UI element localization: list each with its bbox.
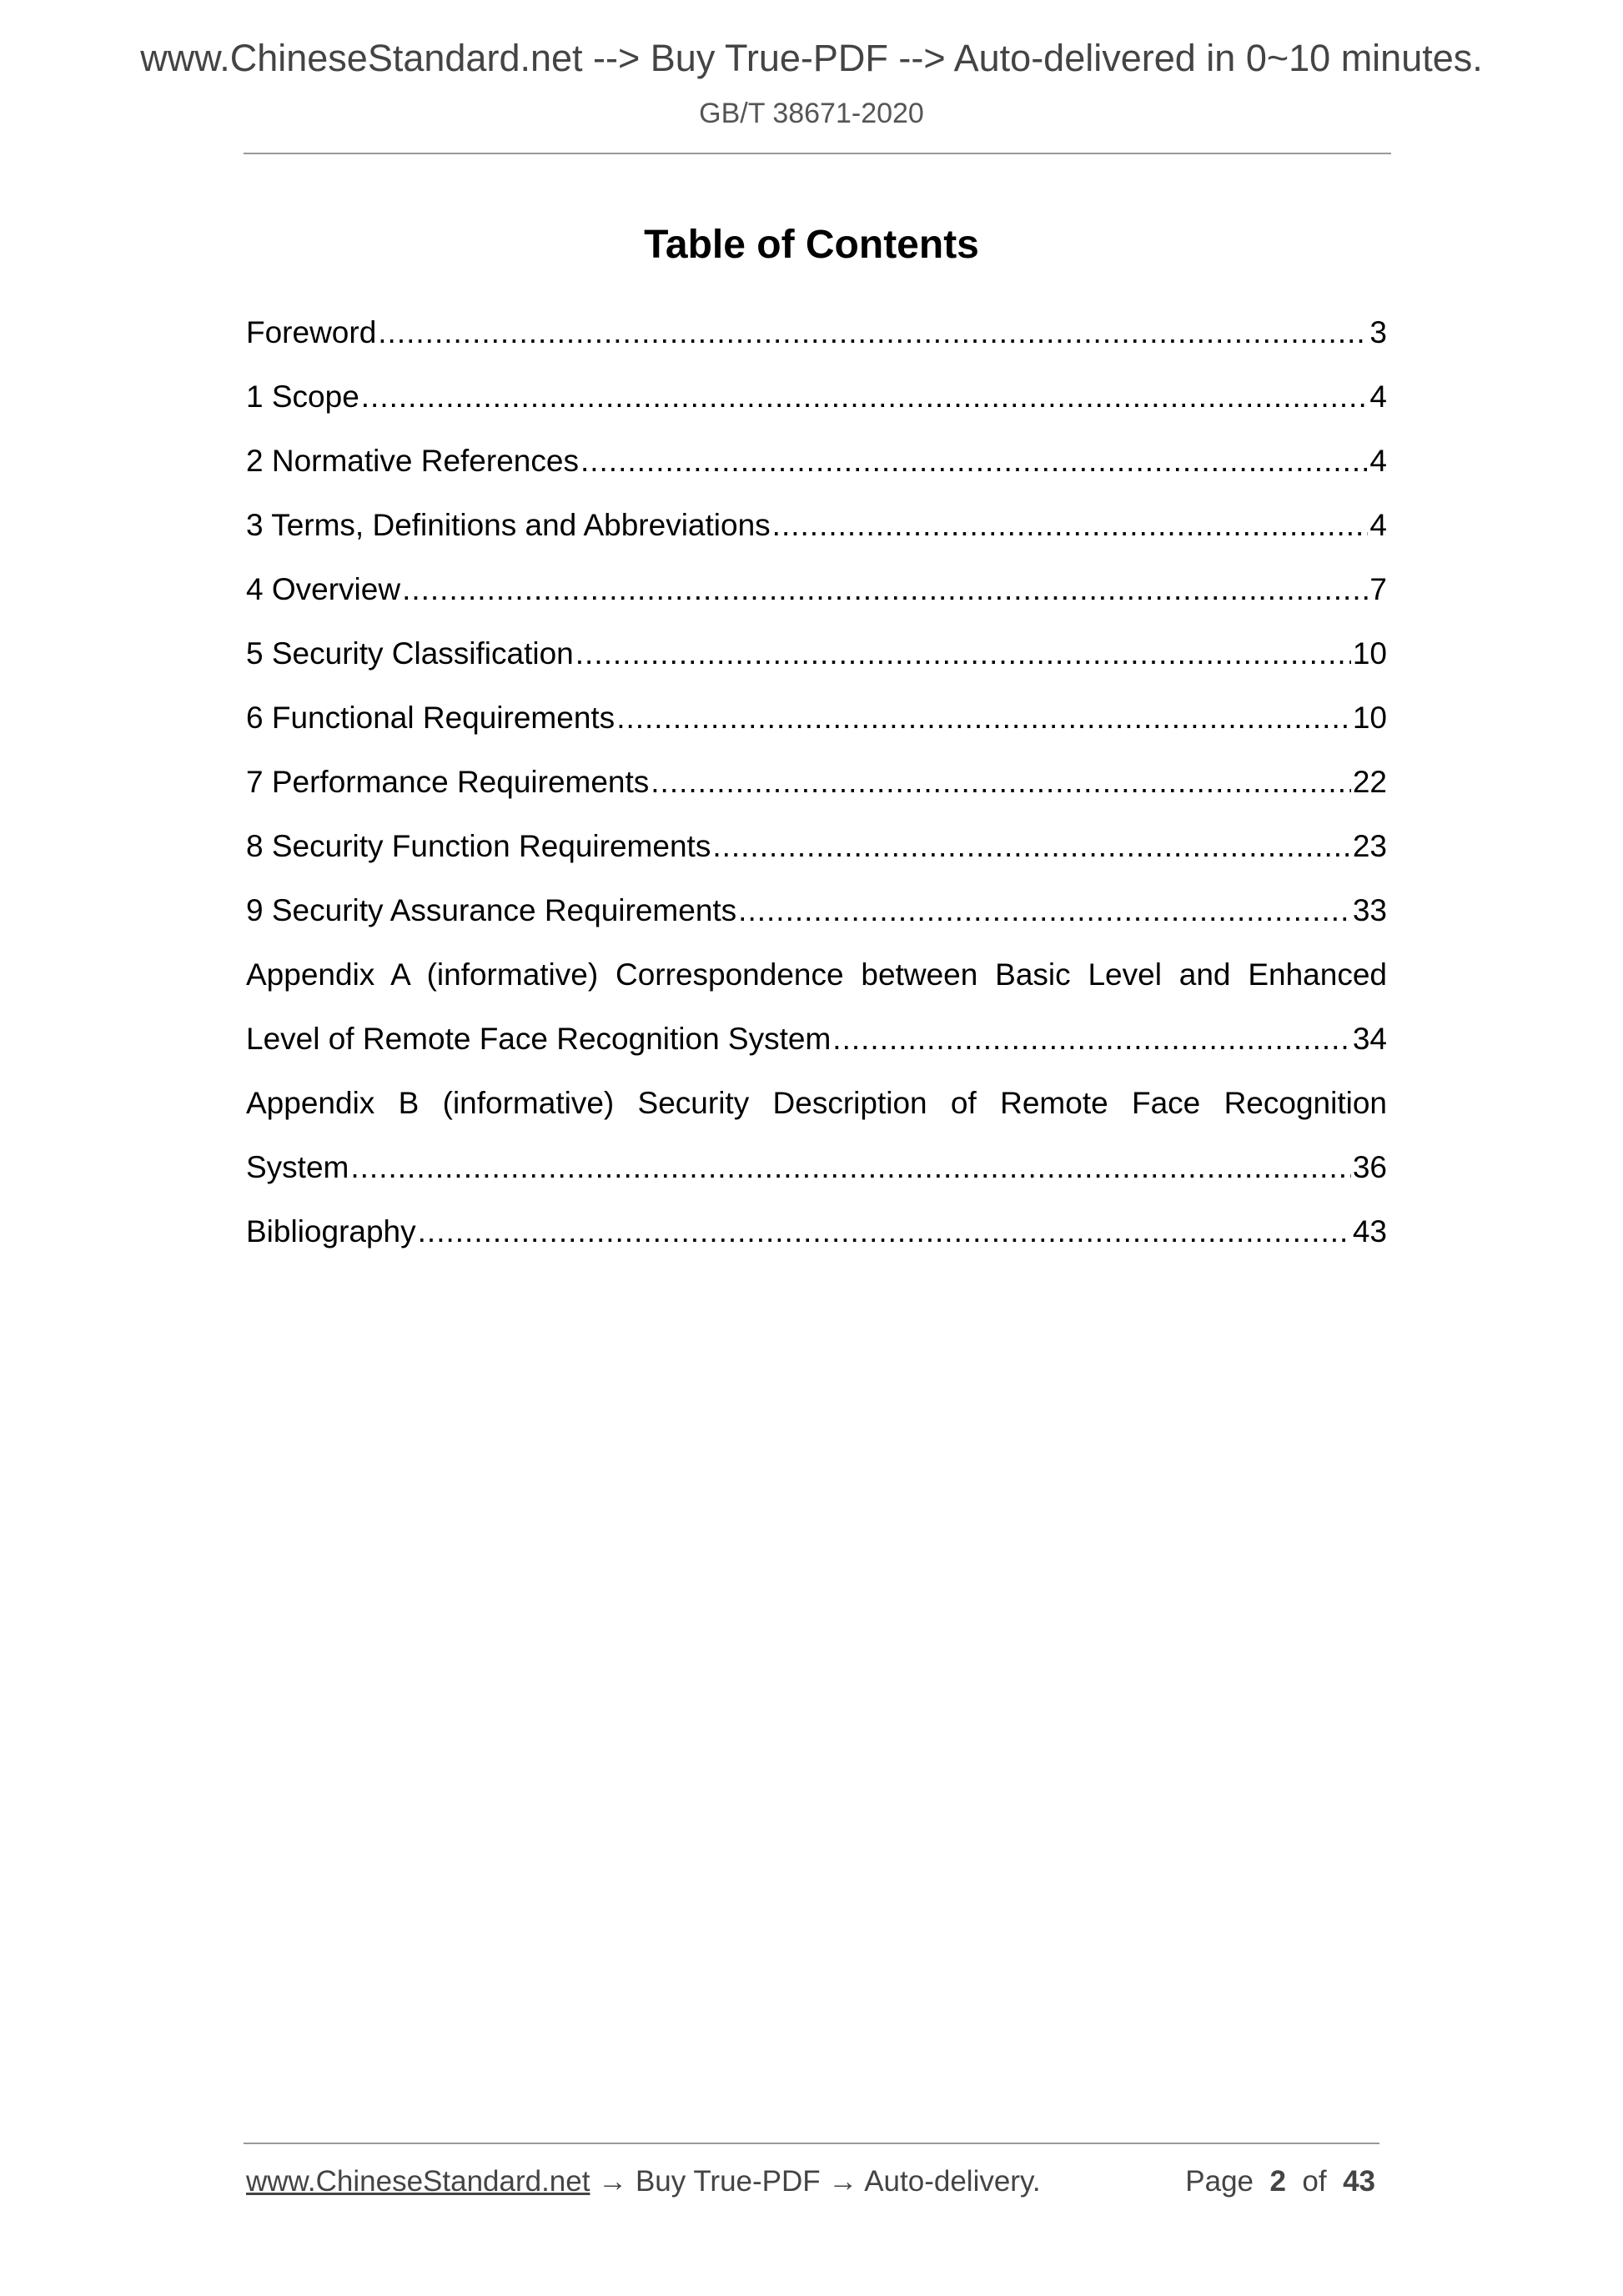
page-indicator — [1185, 2165, 1375, 2198]
dot-leader — [575, 621, 1351, 686]
current-page: 2 — [1269, 2165, 1286, 2198]
page-word: Page — [1185, 2165, 1254, 2198]
toc-entry-normative-references[interactable] — [246, 429, 1387, 493]
standard-number: GB/T 38671-2020 — [699, 98, 924, 129]
toc-label: 1 Scope — [246, 379, 359, 414]
toc-page: 34 — [1352, 1022, 1387, 1056]
table-of-contents — [246, 300, 1387, 1264]
toc-page: 36 — [1352, 1150, 1387, 1184]
toc-page: 33 — [1352, 893, 1387, 927]
toc-entry-foreword[interactable] — [246, 300, 1387, 364]
toc-page: 4 — [1369, 379, 1387, 414]
dot-leader — [361, 364, 1369, 429]
of-word: of — [1302, 2165, 1327, 2198]
toc-page: 22 — [1352, 765, 1387, 799]
dot-leader — [738, 878, 1351, 942]
page-footer — [246, 2165, 1375, 2198]
dot-leader — [772, 493, 1369, 557]
toc-entry-appendix-a[interactable] — [246, 1007, 1387, 1071]
toc-page: 4 — [1369, 508, 1387, 542]
toc-page: 3 — [1369, 315, 1387, 349]
toc-entry-appendix-a-line1[interactable]: Appendix A (informative) Correspondence between Basic Level and Enhanced — [246, 957, 1387, 992]
header-divider — [244, 153, 1391, 154]
toc-label: 9 Security Assurance Requirements — [246, 893, 737, 927]
toc-label: 4 Overview — [246, 572, 401, 606]
arrow-right-icon: → — [598, 2165, 628, 2198]
toc-entry-security-function-requirements[interactable] — [246, 814, 1387, 878]
dot-leader — [402, 557, 1368, 621]
dot-leader — [580, 429, 1368, 493]
toc-entry-security-classification[interactable] — [246, 621, 1387, 686]
toc-entry-appendix-b-line1[interactable]: Appendix B (informative) Security Description of Remote Face Recognition — [246, 1086, 1387, 1120]
dot-leader — [832, 1007, 1351, 1071]
toc-entry-appendix-b[interactable] — [246, 1135, 1387, 1199]
dot-leader — [712, 814, 1351, 878]
page-title: Table of Contents — [644, 223, 979, 267]
toc-page: 10 — [1352, 701, 1387, 735]
dot-leader — [651, 750, 1351, 814]
toc-label: 8 Security Function Requirements — [246, 829, 711, 863]
toc-page: 10 — [1352, 636, 1387, 671]
toc-label: 7 Performance Requirements — [246, 765, 650, 799]
toc-label: 5 Security Classification — [246, 636, 574, 671]
toc-page: 4 — [1369, 444, 1387, 478]
toc-entry-scope[interactable] — [246, 364, 1387, 429]
arrow-right-icon: → — [828, 2165, 858, 2198]
toc-label: Bibliography — [246, 1214, 416, 1248]
toc-entry-functional-requirements[interactable] — [246, 686, 1387, 750]
footer-promo — [246, 2165, 1041, 2198]
dot-leader — [378, 300, 1368, 364]
total-pages: 43 — [1343, 2165, 1375, 2198]
toc-entry-performance-requirements[interactable] — [246, 750, 1387, 814]
toc-label: System — [246, 1150, 349, 1184]
toc-page: 7 — [1369, 572, 1387, 606]
footer-site-link[interactable]: www.ChineseStandard.net — [246, 2165, 590, 2198]
toc-entry-bibliography[interactable] — [246, 1199, 1387, 1264]
footer-buy-text: Buy True-PDF — [635, 2165, 821, 2198]
toc-label: Foreword — [246, 315, 377, 349]
toc-label: 2 Normative References — [246, 444, 579, 478]
footer-delivery-text: Auto-delivery. — [864, 2165, 1041, 2198]
toc-label: 6 Functional Requirements — [246, 701, 616, 735]
toc-entry-terms[interactable] — [246, 493, 1387, 557]
dot-leader — [616, 686, 1351, 750]
dot-leader — [350, 1135, 1350, 1199]
toc-entry-overview[interactable] — [246, 557, 1387, 621]
toc-entry-security-assurance-requirements[interactable] — [246, 878, 1387, 942]
toc-page: 23 — [1352, 829, 1387, 863]
toc-label: 3 Terms, Definitions and Abbreviations — [246, 508, 771, 542]
toc-page: 43 — [1352, 1214, 1387, 1248]
header-banner: www.ChineseStandard.net --> Buy True-PDF --> Auto-delivered in 0~10 minutes. — [140, 37, 1483, 79]
footer-divider — [244, 2143, 1379, 2144]
toc-label: Level of Remote Face Recognition System — [246, 1022, 832, 1056]
dot-leader — [418, 1199, 1351, 1264]
